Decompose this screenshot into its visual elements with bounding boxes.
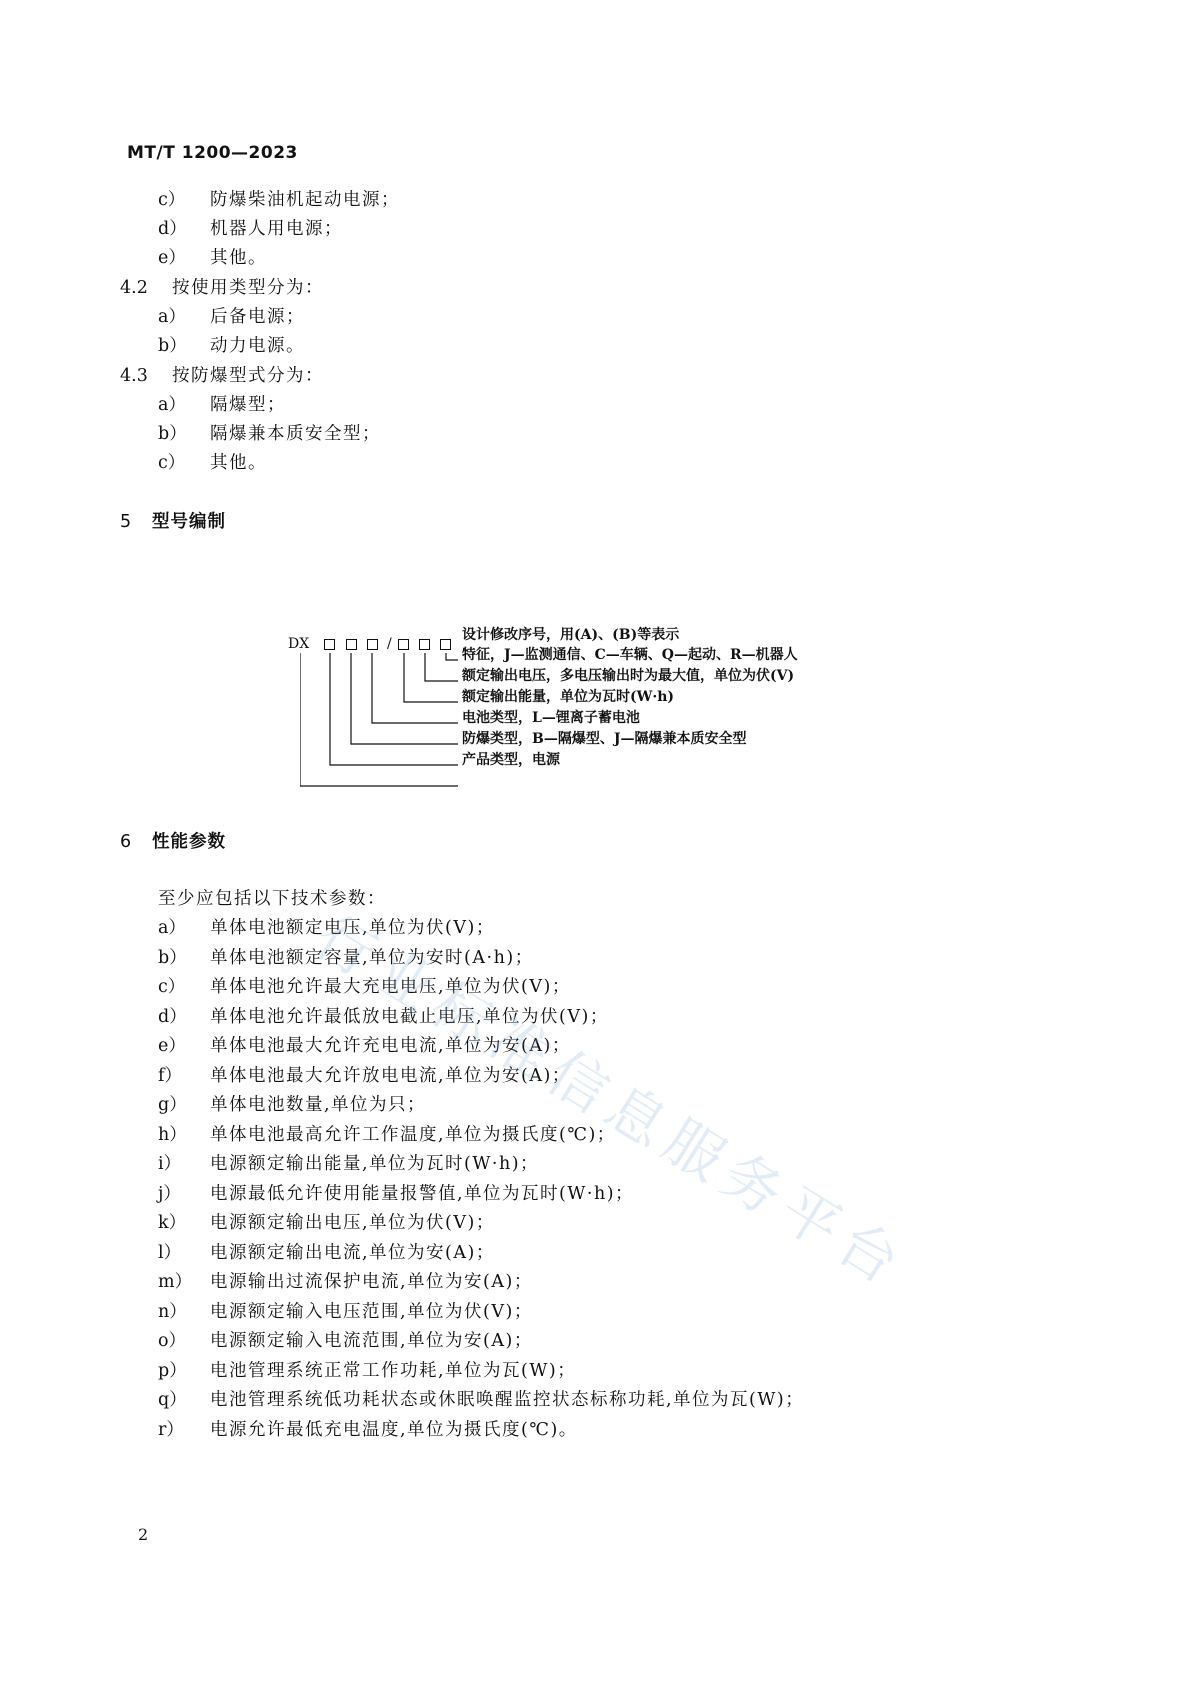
watermark-char: 台: [825, 1208, 911, 1297]
item-text: 电池管理系统正常工作功耗,单位为瓦(W)；: [210, 1360, 577, 1381]
item-label: k）: [158, 1213, 187, 1233]
item-label: b）: [158, 424, 187, 444]
section-title: 性能参数: [152, 832, 226, 852]
parameter-item: [158, 1239, 495, 1264]
item-text: 电源额定输出能量,单位为瓦时(W·h)；: [210, 1154, 540, 1174]
item-text: 隔爆型；: [210, 395, 286, 415]
item-label: a）: [158, 307, 186, 327]
item-text: 单体电池最大允许充电电流,单位为安(A)；: [210, 1036, 571, 1056]
code-slash: /: [387, 636, 392, 652]
section-number: 6: [120, 832, 133, 852]
item-label: m）: [158, 1272, 193, 1292]
item-text: 电源额定输出电流,单位为安(A)；: [210, 1242, 495, 1263]
diagram-label: 产品类型，电源: [462, 752, 560, 768]
clause-4-2: [120, 274, 324, 299]
diagram-label: 防爆类型，B—隔爆型、J—隔爆兼本质安全型: [462, 731, 747, 747]
watermark-char: 服: [651, 1106, 737, 1195]
item-text: 单体电池允许最大充电电压,单位为伏(V)；: [210, 977, 571, 997]
code-box: [324, 639, 335, 650]
item-label: f）: [158, 1065, 182, 1086]
item-text: 机器人用电源；: [210, 219, 343, 239]
item-text: 防爆柴油机起动电源；: [210, 190, 400, 210]
code-box: [346, 639, 357, 650]
code-box: [367, 639, 378, 650]
watermark-char: 标: [419, 970, 505, 1059]
item-label: c）: [158, 453, 186, 473]
list-item: [158, 303, 305, 328]
item-text: 单体电池额定电压,单位为伏(V)；: [210, 918, 495, 938]
watermark-char: 息: [593, 1072, 679, 1161]
item-text: 后备电源；: [210, 307, 305, 327]
item-label: o）: [158, 1331, 187, 1351]
model-code-diagram: [288, 627, 900, 826]
item-label: d）: [158, 1006, 187, 1027]
item-text: 电源输出过流保护电流,单位为安(A)；: [210, 1272, 533, 1292]
item-text: 单体电池最高允许工作温度,单位为摄氏度(℃)；: [210, 1124, 616, 1145]
clause-text: 按防爆型式分为：: [172, 366, 324, 386]
list-item: [158, 391, 286, 416]
item-label: b）: [158, 947, 187, 968]
parameter-item: [158, 1032, 571, 1057]
item-label: g）: [158, 1095, 187, 1115]
watermark-char: 信: [535, 1038, 621, 1127]
parameter-item: [158, 973, 571, 998]
item-text: 其他。: [210, 248, 267, 268]
parameter-item: [158, 1180, 634, 1205]
clause-4-3: [120, 362, 324, 387]
item-label: l）: [158, 1242, 182, 1263]
item-label: q）: [158, 1390, 187, 1410]
section-6-heading: [120, 828, 226, 853]
clause-number: 4.3: [120, 366, 148, 386]
parameter-item: [158, 1298, 533, 1323]
item-text: 电源额定输入电流范围,单位为安(A)；: [210, 1331, 533, 1351]
item-text: 电池管理系统低功耗状态或休眠唤醒监控状态标称功耗,单位为瓦(W)；: [210, 1390, 805, 1410]
item-label: d）: [158, 219, 187, 239]
diagram-label: 设计修改序号，用(A)、(B)等表示: [462, 627, 680, 643]
list-item: [158, 186, 400, 211]
watermark-char: 业: [361, 936, 447, 1025]
item-label: e）: [158, 1036, 186, 1056]
document-id: MT/T 1200—2023: [127, 143, 298, 163]
parameter-item: [158, 1386, 804, 1411]
item-text: 电源允许最低充电温度,单位为摄氏度(℃)。: [210, 1419, 578, 1440]
item-label: c）: [158, 977, 186, 997]
item-text: 电源额定输出电压,单位为伏(V)；: [210, 1213, 495, 1233]
parameter-item: [158, 1357, 576, 1382]
parameter-item: [158, 1416, 578, 1441]
parameter-item: [158, 1209, 495, 1234]
item-label: j）: [158, 1183, 181, 1204]
diagram-label: 额定输出能量，单位为瓦时(W·h): [462, 689, 675, 705]
watermark-char: 务: [709, 1140, 795, 1229]
diagram-label: 电池类型，L—锂离子蓄电池: [462, 710, 640, 726]
watermark-char: 准: [477, 1004, 563, 1093]
item-text: 电源额定输入电压范围,单位为伏(V)；: [210, 1301, 533, 1322]
item-text: 其他。: [210, 453, 267, 473]
parameter-item: [158, 1091, 426, 1116]
list-item: [158, 332, 305, 357]
item-text: 单体电池最大允许放电电流,单位为安(A)；: [210, 1065, 571, 1086]
clause-number: 4.2: [120, 278, 148, 298]
watermark-char: 平: [767, 1174, 853, 1263]
parameter-item: [158, 1150, 539, 1175]
diagram-prefix: DX: [288, 636, 310, 652]
parameter-item: [158, 1327, 533, 1352]
item-text: 动力电源。: [210, 336, 305, 356]
parameter-item: [158, 1062, 571, 1087]
parameter-item: [158, 1121, 616, 1146]
item-label: c）: [158, 190, 186, 210]
page-number: 2: [138, 1525, 149, 1544]
diagram-label: 特征，J—监测通信、C—车辆、Q—起动、R—机器人: [462, 647, 798, 663]
item-text: 电源最低允许使用能量报警值,单位为瓦时(W·h)；: [210, 1183, 635, 1204]
item-label: a）: [158, 395, 186, 415]
parameter-item: [158, 1003, 609, 1028]
section-5-heading: [120, 508, 226, 533]
item-label: n）: [158, 1301, 187, 1322]
item-label: b）: [158, 336, 187, 356]
item-label: e）: [158, 248, 186, 268]
item-text: 单体电池允许最低放电截止电压,单位为伏(V)；: [210, 1006, 609, 1027]
section-title: 型号编制: [152, 512, 226, 532]
item-label: i）: [158, 1154, 182, 1174]
item-label: h）: [158, 1124, 187, 1145]
parameter-item: [158, 944, 534, 969]
item-label: r）: [158, 1419, 184, 1440]
item-text: 单体电池数量,单位为只；: [210, 1095, 427, 1115]
parameter-item: [158, 914, 495, 939]
list-item: [158, 244, 267, 269]
item-label: a）: [158, 918, 186, 938]
item-text: 单体电池额定容量,单位为安时(A·h)；: [210, 947, 534, 968]
list-item: [158, 215, 343, 240]
item-text: 隔爆兼本质安全型；: [210, 424, 381, 444]
code-box: [419, 639, 430, 650]
parameter-item: [158, 1268, 533, 1293]
section-number: 5: [120, 512, 133, 532]
list-item: [158, 449, 267, 474]
intro-text: 至少应包括以下技术参数：: [158, 889, 386, 909]
item-label: p）: [158, 1360, 187, 1381]
clause-text: 按使用类型分为：: [172, 278, 324, 298]
watermark-char: 行: [303, 902, 389, 991]
code-box: [398, 639, 409, 650]
list-item: [158, 420, 381, 445]
diagram-label: 额定输出电压，多电压输出时为最大值，单位为伏(V): [462, 668, 795, 684]
code-box: [440, 639, 451, 650]
